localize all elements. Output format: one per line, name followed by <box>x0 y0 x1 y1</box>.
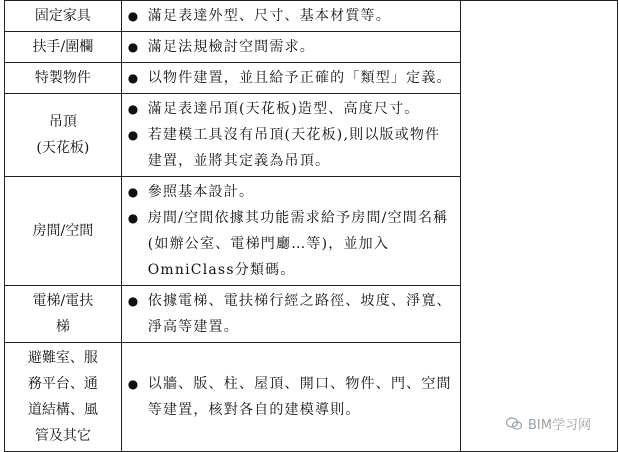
bullet-text: 以物件建置，並且給予正確的「類型」定義。 <box>147 70 452 86</box>
bullet-item <box>128 34 454 60</box>
row-label <box>5 63 122 94</box>
side-column <box>460 1 617 452</box>
bullet-text: 以牆、版、柱、屋頂、開口、物件、門、空間等建置，核對各自的建模導則。 <box>147 376 452 418</box>
bullet-text: 滿足法規檢討空間需求。 <box>147 39 315 55</box>
row-label <box>5 1 122 32</box>
bullet-item <box>128 65 454 91</box>
label-line: 避難室、服 <box>27 350 98 366</box>
bullet-icon: ● <box>127 9 139 23</box>
row-description <box>121 177 460 286</box>
bullet-item <box>128 3 454 29</box>
label-line: 管及其它 <box>34 428 91 444</box>
label-line: 房間/空間 <box>32 223 94 239</box>
bullet-item <box>128 371 454 423</box>
label-line: 道結構、風 <box>27 402 98 418</box>
bullet-text: 房間/空間依據其功能需求給予房間/空間名稱(如辦公室、電梯門廳…等)，並加入OmniClass分類碼。 <box>147 210 449 278</box>
bullet-icon: ● <box>127 102 139 116</box>
bullet-icon: ● <box>127 128 139 142</box>
document-table <box>4 0 618 451</box>
row-label <box>5 94 122 177</box>
row-label <box>5 32 122 63</box>
label-line: 務平台、通 <box>27 376 98 392</box>
label-line: 電梯/電扶 <box>32 293 94 309</box>
bullet-text: 若建模工具沒有吊頂(天花板),則以版或物件建置，並將其定義為吊頂。 <box>147 127 441 169</box>
bullet-icon: ● <box>127 211 139 225</box>
watermark <box>506 414 591 433</box>
label-line: 扶手/圍欄 <box>32 39 94 55</box>
row-description <box>121 63 460 94</box>
row-description <box>121 343 460 452</box>
row-description <box>121 32 460 63</box>
row-description <box>121 94 460 177</box>
label-line: 梯 <box>55 319 70 335</box>
row-label <box>5 343 122 452</box>
label-line: (天花板) <box>36 140 90 156</box>
row-label <box>5 177 122 286</box>
bullet-text: 滿足表達外型、尺寸、基本材質等。 <box>147 8 391 24</box>
table-row <box>5 1 618 32</box>
row-label <box>5 286 122 343</box>
label-line: 固定家具 <box>34 8 91 24</box>
bullet-item <box>128 288 454 340</box>
bullet-item <box>128 205 454 283</box>
row-description <box>121 286 460 343</box>
bullet-icon: ● <box>127 185 139 199</box>
watermark-text: BIM学习网 <box>528 418 591 433</box>
bullet-item <box>128 179 454 205</box>
label-line: 吊頂 <box>48 114 77 130</box>
bullet-icon: ● <box>127 294 139 308</box>
bullet-text: 參照基本設計。 <box>147 184 255 200</box>
bullet-icon: ● <box>127 40 139 54</box>
bullet-text: 依據電梯、電扶梯行經之路徑、坡度、淨寬、淨高等建置。 <box>147 293 452 335</box>
bullet-icon: ● <box>127 71 139 85</box>
wechat-icon <box>506 417 522 431</box>
label-line: 特製物件 <box>34 70 91 86</box>
bullet-item <box>128 122 454 174</box>
bullet-text: 滿足表達吊頂(天花板)造型、高度尺寸。 <box>147 101 420 117</box>
row-description <box>121 1 460 32</box>
bullet-item <box>128 96 454 122</box>
bullet-icon: ● <box>127 377 139 391</box>
